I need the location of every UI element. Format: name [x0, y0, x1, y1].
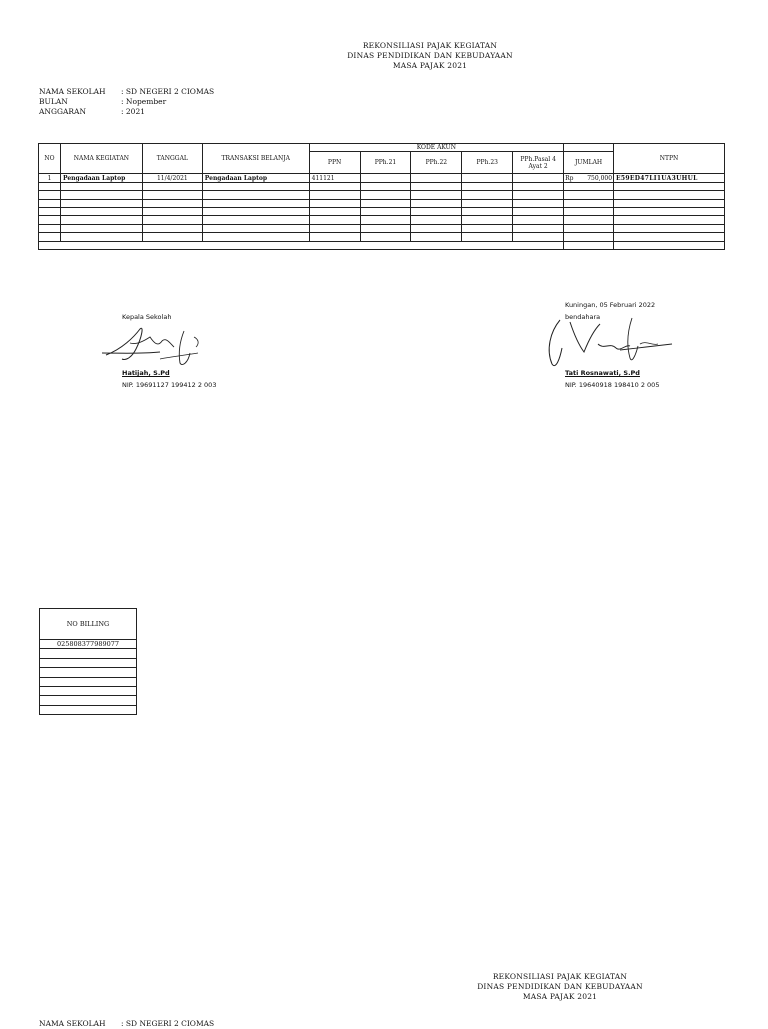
treasurer-signature-drawing [540, 314, 675, 372]
treasurer-name: Tati Rosnawati, S.Pd [565, 369, 640, 377]
billing-row [40, 705, 137, 714]
col-header-pph22: PPh.22 [411, 152, 462, 174]
cell-pph-pasal4 [513, 174, 564, 182]
school-label: NAMA SEKOLAH [39, 87, 106, 96]
col-header-kode-akun: KODE AKUN [309, 144, 563, 152]
cell-ntpn: E59ED47LI1UA3UHUL [614, 174, 725, 182]
info-block [39, 87, 214, 117]
cell-pph22 [411, 174, 462, 182]
billing-row [40, 668, 137, 677]
billing-header: NO BILLING [40, 609, 137, 640]
next-title-line-1: REKONSILIASI PAJAK KEGIATAN [492, 972, 628, 981]
next-school-label: NAMA SEKOLAH [39, 1019, 106, 1028]
col-header-nama-kegiatan: NAMA KEGIATAN [60, 144, 142, 174]
billing-row [40, 649, 137, 658]
principal-nip: NIP. 19691127 199412 2 003 [122, 381, 217, 389]
treasurer-role: bendahara [565, 313, 601, 321]
tax-reconciliation-table [38, 143, 725, 250]
col-header-no: NO [39, 144, 61, 174]
billing-row [40, 658, 137, 667]
next-page-info [39, 1019, 214, 1029]
place-date: Kuningan, 05 Februari 2022 [565, 301, 656, 309]
cell-jumlah-currency: Rp [565, 174, 574, 182]
col-header-tanggal: TANGGAL [142, 144, 202, 174]
next-title-line-3: MASA PAJAK 2021 [522, 992, 598, 1001]
col-header-ntpn: NTPN [614, 144, 725, 174]
table-row [39, 174, 725, 182]
table-row [39, 182, 725, 190]
budget-value: : 2021 [121, 107, 145, 116]
total-jumlah-cell [564, 241, 614, 249]
cell-ppn: 411121 [309, 174, 360, 182]
billing-row [40, 696, 137, 705]
cell-pph21 [360, 174, 411, 182]
col-header-transaksi: TRANSAKSI BELANJA [202, 144, 309, 174]
principal-role: Kepala Sekolah [122, 313, 172, 321]
cell-jumlah [564, 174, 614, 182]
treasurer-nip: NIP. 19640918 198410 2 005 [565, 381, 660, 389]
cell-no: 1 [39, 174, 61, 182]
cell-tanggal: 11/4/2021 [142, 174, 202, 182]
col-header-pph21: PPh.21 [360, 152, 411, 174]
billing-table [39, 608, 137, 715]
principal-signature-drawing [100, 323, 210, 369]
billing-number: 025808377989077 [40, 640, 137, 649]
col-header-pph23: PPh.23 [462, 152, 513, 174]
next-page-title [430, 972, 690, 1002]
principal-name: Hatijah, S.Pd [122, 369, 170, 377]
cell-pph23 [462, 174, 513, 182]
table-row [39, 199, 725, 207]
col-header-ppn: PPN [309, 152, 360, 174]
table-row [39, 191, 725, 199]
next-title-line-2: DINAS PENDIDIKAN DAN KEBUDAYAAN [477, 982, 643, 991]
table-row [39, 207, 725, 215]
next-school-value: : SD NEGERI 2 CIOMAS [121, 1019, 215, 1028]
month-label: BULAN [39, 97, 68, 106]
col-header-jumlah-top [564, 144, 614, 152]
table-total-row [39, 241, 725, 249]
table-row [39, 224, 725, 232]
col-header-pph-pasal4: PPh.Pasal 4 Ayat 2 [513, 152, 564, 174]
principal-signature [100, 323, 210, 369]
title-line-1: REKONSILIASI PAJAK KEGIATAN [362, 41, 498, 50]
title-line-3: MASA PAJAK 2021 [392, 61, 468, 70]
billing-row [40, 677, 137, 686]
month-value: : Nopember [121, 97, 167, 106]
billing-row [40, 686, 137, 695]
table-row [39, 233, 725, 241]
col-header-jumlah: JUMLAH [564, 152, 614, 174]
budget-label: ANGGARAN [39, 107, 87, 116]
cell-transaksi: Pengadaan Laptop [202, 174, 309, 182]
cell-nama-kegiatan: Pengadaan Laptop [60, 174, 142, 182]
report-title [300, 41, 560, 71]
cell-jumlah-value: 750,000 [587, 174, 613, 182]
table-row [39, 216, 725, 224]
school-value: : SD NEGERI 2 CIOMAS [121, 87, 215, 96]
treasurer-signature [540, 314, 675, 372]
total-label-cell [39, 241, 564, 249]
title-line-2: DINAS PENDIDIKAN DAN KEBUDAYAAN [347, 51, 513, 60]
total-ntpn-cell [614, 241, 725, 249]
